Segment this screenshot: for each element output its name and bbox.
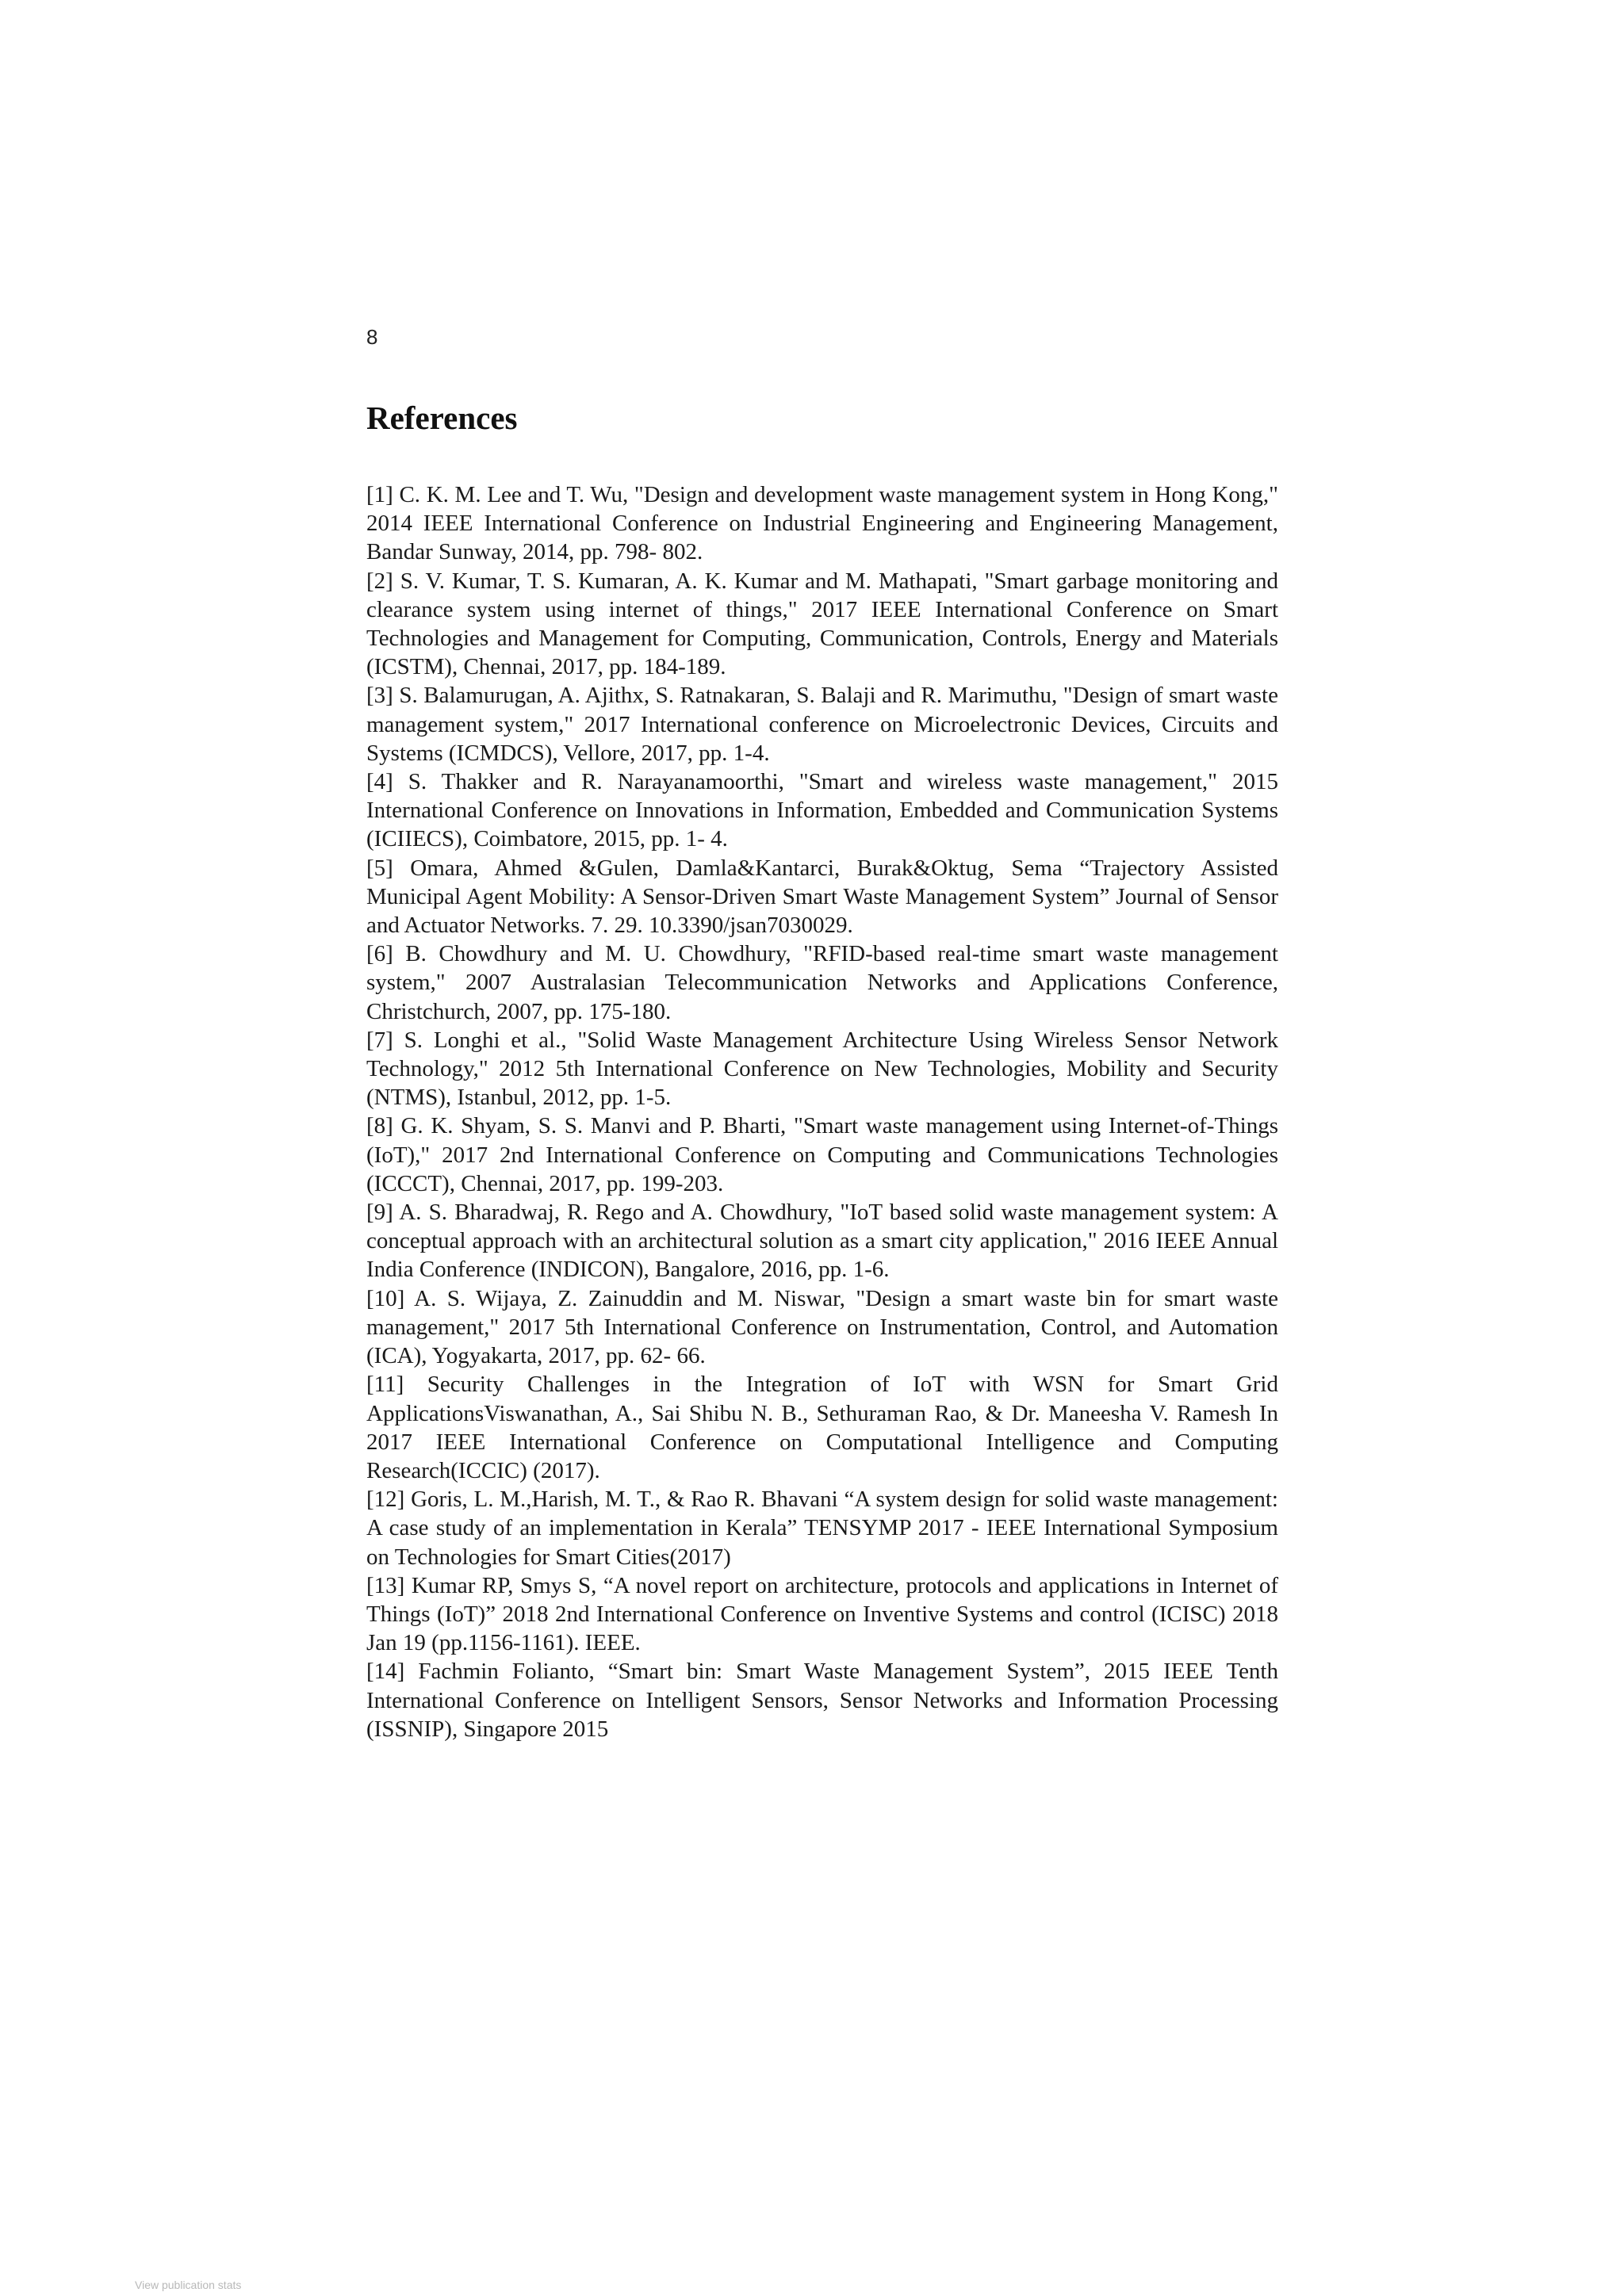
reference-item: [14] Fachmin Folianto, “Smart bin: Smart Waste Management System”, 2015 IEEE Tenth International Conference on Intelligent Sensors, Sensor Networks and Information Processing (ISSNIP), Singapore 2015 bbox=[366, 1659, 1278, 1742]
reference-item: [4] S. Thakker and R. Narayanamoorthi, "Smart and wireless waste management," 2015 International Conference on Innovations in Information, Embedded and Communication Systems (ICIIECS), Coimbatore, 2015, pp. 1- 4. bbox=[366, 769, 1278, 852]
view-publication-stats-link[interactable]: View publication stats bbox=[135, 2279, 242, 2291]
reference-item: [12] Goris, L. M.,Harish, M. T., & Rao R. Bhavani “A system design for solid waste management: A case study of an implementation in Kerala” TENSYMP 2017 - IEEE International Symposium on Technologies for Smart Cities(2017) bbox=[366, 1487, 1278, 1570]
reference-list bbox=[366, 480, 1278, 1743]
reference-item: [7] S. Longhi et al., "Solid Waste Management Architecture Using Wireless Sensor Network Technology," 2012 5th International Conference on New Technologies, Mobility and Security (NTMS), Istanbul, 2012, pp. 1-5. bbox=[366, 1027, 1278, 1111]
reference-item: [5] Omara, Ahmed &Gulen, Damla&Kantarci, Burak&Oktug, Sema “Trajectory Assisted Municipal Agent Mobility: A Sensor-Driven Smart Waste Management System” Journal of Sensor and Actuator Networks. 7. 29. 10.3390/jsan7030029. bbox=[366, 855, 1278, 939]
reference-item: [1] C. K. M. Lee and T. Wu, "Design and development waste management system in Hong Kong," 2014 IEEE International Conference on Industrial Engineering and Engineering Management, Bandar Sunway, 2014, pp. 798- 802. bbox=[366, 482, 1278, 565]
reference-item: [11] Security Challenges in the Integration of IoT with WSN for Smart Grid ApplicationsViswanathan, A., Sai Shibu N. B., Sethuraman Rao, & Dr. Maneesha V. Ramesh In 2017 IEEE International Conference on Computational Intelligence and Computing Research(ICCIC) (2017). bbox=[366, 1372, 1278, 1483]
references-heading: References bbox=[366, 400, 518, 436]
reference-item: [2] S. V. Kumar, T. S. Kumaran, A. K. Kumar and M. Mathapati, "Smart garbage monitoring and clearance system using internet of things," 2017 IEEE International Conference on Smart Technologies and Management for Computing, Communication, Controls, Energy and Materials (ICSTM), Chennai, 2017, pp. 184-189. bbox=[366, 568, 1278, 680]
page-number: 8 bbox=[366, 325, 378, 349]
reference-item: [13] Kumar RP, Smys S, “A novel report on architecture, protocols and applications in Internet of Things (IoT)” 2018 2nd International Conference on Inventive Systems and control (ICISC) 2018 Jan 19 (pp.1156-1161). IEEE. bbox=[366, 1572, 1278, 1656]
reference-item: [3] S. Balamurugan, A. Ajithx, S. Ratnakaran, S. Balaji and R. Marimuthu, "Design of smart waste management system," 2017 International conference on Microelectronic Devices, Circuits and Systems (ICMDCS), Vellore, 2017, pp. 1-4. bbox=[366, 683, 1278, 766]
reference-item: [10] A. S. Wijaya, Z. Zainuddin and M. Niswar, "Design a smart waste bin for smart waste management," 2017 5th International Conference on Instrumentation, Control, and Automation (ICA), Yogyakarta, 2017, pp. 62- 66. bbox=[366, 1285, 1278, 1369]
reference-item: [6] B. Chowdhury and M. U. Chowdhury, "RFID-based real-time smart waste management system," 2007 Australasian Telecommunication Networks and Applications Conference, Christchurch, 2007, pp. 175-180. bbox=[366, 941, 1278, 1024]
reference-item: [8] G. K. Shyam, S. S. Manvi and P. Bharti, "Smart waste management using Internet-of-Things (IoT)," 2017 2nd International Conference on Computing and Communications Technologies (ICCCT), Chennai, 2017, pp. 199-203. bbox=[366, 1113, 1278, 1196]
reference-item: [9] A. S. Bharadwaj, R. Rego and A. Chowdhury, "IoT based solid waste management system: A conceptual approach with an architectural solution as a smart city application," 2016 IEEE Annual India Conference (INDICON), Bangalore, 2016, pp. 1-6. bbox=[366, 1200, 1278, 1283]
